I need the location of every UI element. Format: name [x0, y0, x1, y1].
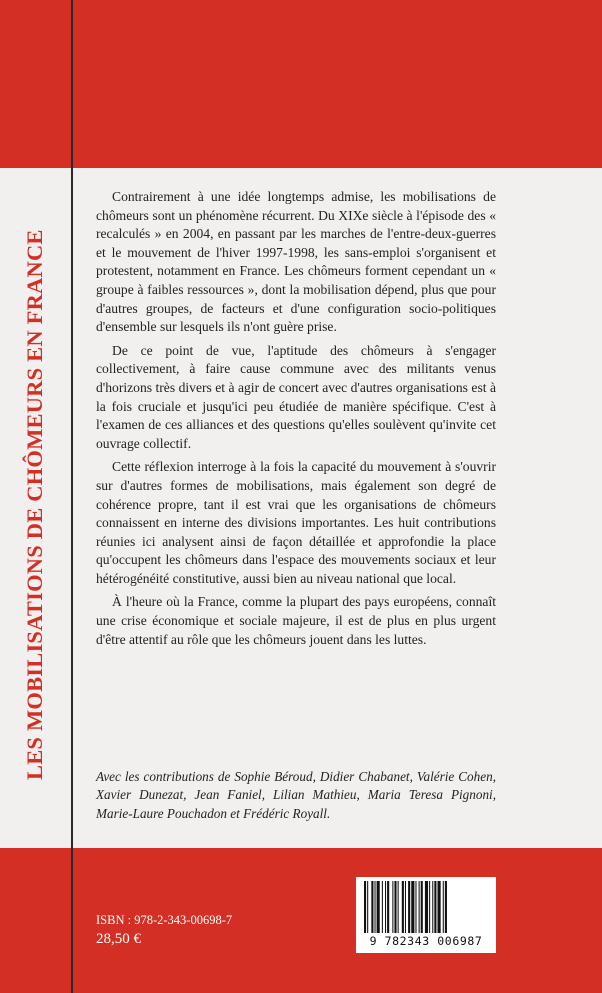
barcode-bar — [392, 881, 393, 933]
barcode-bar — [382, 881, 383, 933]
barcode-bar — [432, 881, 433, 933]
contributors-note: Avec les contributions de Sophie Béroud, Didier Chabanet, Valérie Cohen, Xavier Dunezat, Jean Faniel, Lilian Mathieu, Maria Teresa Pignoni, Marie-Laure Pouchadon et Frédéric Royall. — [96, 769, 496, 821]
barcode-bar — [434, 881, 436, 933]
top-red-band — [0, 0, 602, 168]
bottom-red-band — [0, 848, 602, 993]
back-cover-text — [96, 188, 496, 654]
paragraph-2: De ce point de vue, l'aptitude des chômeurs à s'engager collectivement, à faire cause commune avec des militants venus d'horizons très divers et à agir de concert avec d'autres organisations est à la fois cruciale et jusqu'ici peu étudiée de manière spécifique. C'est à l'examen de ces alliances et des questions qu'elles soulèvent qu'invite cet ouvrage collectif. — [96, 342, 496, 451]
barcode-bar — [415, 881, 416, 933]
barcode-bar — [443, 881, 444, 933]
barcode-bar — [425, 881, 428, 933]
barcode-bar — [385, 881, 386, 933]
barcode-bar — [394, 881, 396, 933]
barcode-bar — [402, 881, 404, 933]
barcode-bar — [429, 881, 430, 933]
barcode-bar — [371, 881, 373, 933]
barcode-bar — [364, 881, 366, 933]
spine-title: LES MOBILISATIONS DE CHÔMEURS EN FRANCE — [22, 229, 47, 780]
barcode-bar — [398, 881, 399, 933]
barcode-bar — [421, 881, 423, 933]
barcode-bars — [362, 881, 490, 933]
barcode-bar — [419, 881, 420, 933]
barcode-bar — [438, 881, 441, 933]
barcode — [356, 877, 496, 953]
barcode-bar — [445, 881, 447, 933]
barcode-digits: 9 782343 006987 — [369, 934, 483, 948]
isbn: ISBN : 978-2-343-00698-7 — [96, 913, 233, 927]
barcode-bar — [387, 881, 389, 933]
paragraph-4: À l'heure où la France, comme la plupart des pays européens, connaît une crise économique et sociale majeure, il est de plus en plus urgent d'être attentif au rôle que les chômeurs jouent dans les luttes. — [96, 594, 496, 647]
barcode-bar — [375, 881, 376, 933]
price: 28,50 € — [96, 931, 141, 947]
paragraph-3: Cette réflexion interroge à la fois la capacité du mouvement à s'ouvrir sur d'autres formes de mobilisations, mais également son degré de cohérence propre, tant il est vrai que les organisations de chômeurs connaissent en interne des divisions importantes. Les huit contributions réunies ici analysent ainsi de façon détaillée et approfondie la place qu'occupent les chômeurs dans l'espace des mouvements sociaux et leur hétérogénéité constitutive, aussi bien au niveau national que local. — [96, 459, 496, 586]
spine-divider-line — [71, 0, 73, 993]
barcode-bar — [405, 881, 406, 933]
paragraph-1: Contrairement à une idée longtemps admise, les mobilisations de chômeurs sont un phénomène récurrent. Du XIXe siècle à l'épisode des « recalculés » en 2004, en passant par les marches de l'entre-deux-guerres et le mouvement de l'hiver 1997-1998, les sans-emploi s'organisent et protestent, notamment en France. Les chômeurs forment cependant un « groupe à faibles ressources », dont la mobilisation dépend, plus que pour d'autres groupes, de facteurs et d'une configuration socio-politiques d'ensemble sur lesquels ils n'ont guère prise. — [96, 189, 496, 335]
barcode-bar — [367, 881, 368, 933]
barcode-bar — [408, 881, 410, 933]
barcode-bar — [411, 881, 414, 933]
barcode-bar — [377, 881, 380, 933]
